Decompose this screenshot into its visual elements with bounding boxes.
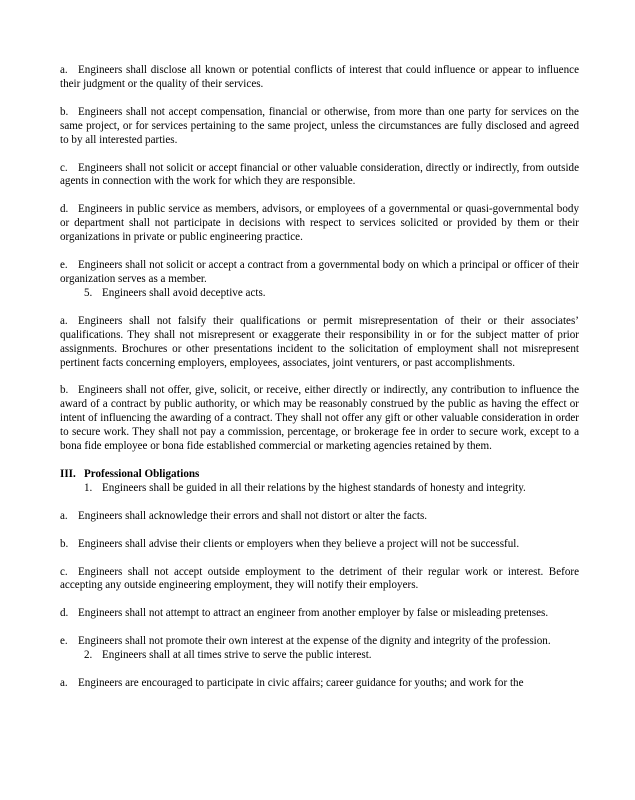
clause-qualifications — [60, 315, 579, 371]
clause-own-interest — [60, 635, 579, 649]
item-text: Engineers shall avoid deceptive acts. — [102, 286, 266, 299]
clause-civic-affairs — [60, 677, 579, 691]
item-text: Engineers shall be guided in all their relations by the highest standards of honesty and integrity. — [102, 481, 526, 494]
clause-text: Engineers shall disclose all known or potential conflicts of interest that could influence or appear to influence their judgment or the quality of their services. — [60, 64, 579, 90]
clause-text: Engineers shall not accept outside employment to the detriment of their regular work or interest. Before accepting any outside engineering employment, they will notify their employers. — [60, 565, 579, 592]
numbered-item-honesty — [84, 482, 579, 496]
clause-text: Engineers shall not solicit or accept a contract from a governmental body on which a principal or officer of their organization serves as a member. — [60, 259, 579, 285]
clause-text: Engineers in public service as members, advisors, or employees of a governmental or quasi-governmental body or department shall not participate in decisions with respect to services solicited or provided by them or their organizations in private or public engineering practice. — [60, 203, 579, 244]
clause-label: b. — [60, 384, 69, 397]
clause-text: Engineers shall acknowledge their errors and shall not distort or alter the facts. — [78, 509, 428, 522]
item-number: 5. — [84, 286, 93, 299]
clause-text: Engineers shall not solicit or accept financial or other valuable consideration, directly or indirectly, from outside agents in connection with the work for which they are responsible. — [60, 161, 579, 188]
clause-acknowledge-errors — [60, 510, 579, 524]
clause-compensation — [60, 106, 579, 148]
section-heading — [60, 468, 579, 482]
clause-label: c. — [60, 161, 68, 174]
clause-label: e. — [60, 635, 68, 648]
item-number: 1. — [84, 481, 93, 494]
clause-label: a. — [60, 314, 68, 327]
section-title: Professional Obligations — [84, 467, 200, 480]
item-number: 2. — [84, 649, 93, 662]
clause-label: a. — [60, 677, 68, 690]
clause-public-service — [60, 203, 579, 245]
clause-label: a. — [60, 509, 68, 522]
clause-text: Engineers shall not offer, give, solicit, or receive, either directly or indirectly, any contribution to influence the award of a contract by public authority, or which may be reasonably construed by the public as having the effect or intent of influencing the awarding of a contract. They shall not offer any gift or other valuable consideration in order to secure work. They shall not pay a commission, percentage, or brokerage fee in order to secure work, except to a bona fide employee or bona fide established commercial or marketing agencies retained by them. — [60, 384, 579, 453]
clause-label: d. — [60, 607, 69, 620]
clause-text: Engineers shall advise their clients or employers when they believe a project will not be successful. — [78, 537, 520, 550]
clause-attract-engineer — [60, 607, 579, 621]
clause-text: Engineers shall not promote their own interest at the expense of the dignity and integrity of the profession. — [78, 635, 551, 648]
clause-label: d. — [60, 203, 69, 216]
section-number: III. — [60, 467, 76, 480]
numbered-item-deceptive-acts — [84, 287, 579, 301]
clause-label: c. — [60, 565, 68, 578]
clause-text: Engineers shall not falsify their qualifications or permit misrepresentation of their or their associates’ qualifications. They shall not misrepresent or exaggerate their responsibility in or for the subject matter of prior assignments. Brochures or other presentations incident to the solicitation of employment shall not misrepresent pertinent facts concerning employers, employees, associates, joint venturers, or past accomplishments. — [60, 314, 579, 369]
clause-label: b. — [60, 537, 69, 550]
clause-text: Engineers are encouraged to participate in civic affairs; career guidance for youths; and work for the — [78, 677, 524, 690]
clause-label: a. — [60, 64, 68, 76]
item-text: Engineers shall at all times strive to serve the public interest. — [102, 649, 372, 662]
clause-advise-clients — [60, 538, 579, 552]
document-page — [60, 64, 579, 705]
clause-contributions — [60, 384, 579, 454]
clause-outside-employment — [60, 566, 579, 594]
clause-text: Engineers shall not attempt to attract an engineer from another employer by false or misleading pretenses. — [78, 607, 549, 620]
clause-label: b. — [60, 105, 69, 118]
numbered-item-public-interest — [84, 649, 579, 663]
clause-governmental-contract — [60, 259, 579, 287]
clause-conflicts-of-interest — [60, 64, 579, 92]
clause-text: Engineers shall not accept compensation, financial or otherwise, from more than one party for services on the same project, or for services pertaining to the same project, unless the circumstances are fully disclosed and agreed to by all interested parties. — [60, 105, 579, 146]
clause-label: e. — [60, 259, 68, 272]
clause-outside-agents — [60, 162, 579, 190]
